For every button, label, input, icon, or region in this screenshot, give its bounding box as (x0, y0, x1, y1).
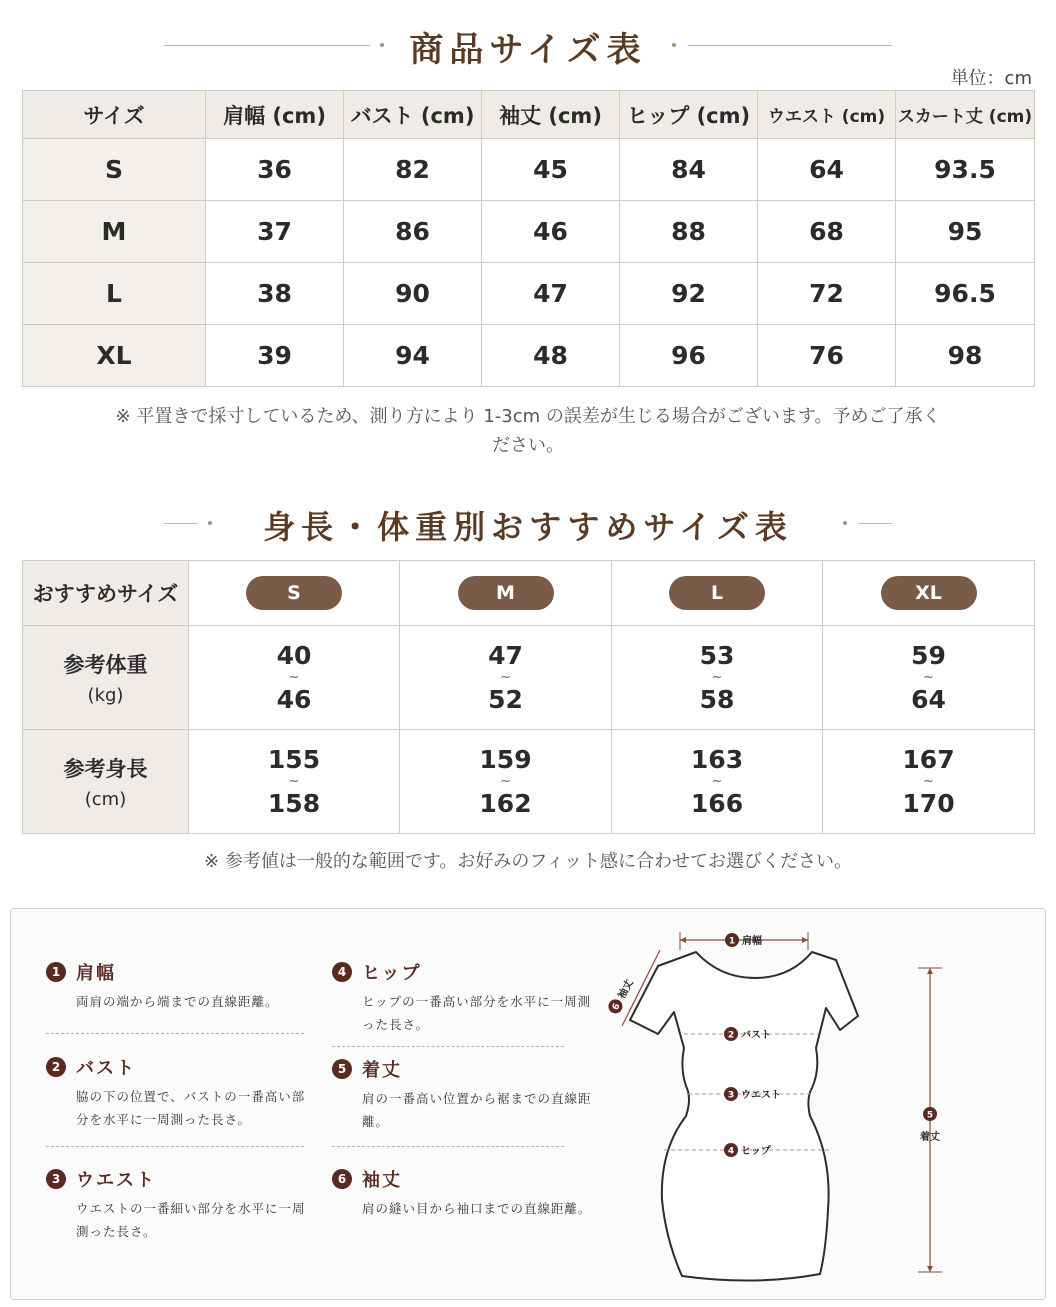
guide-item-title: バスト (76, 1058, 136, 1079)
size-pill: M (458, 576, 554, 610)
header-cell: ヒップ (cm) (620, 91, 758, 139)
guide-item-desc: 肩の縫い目から袖口までの直線距離。 (362, 1201, 592, 1216)
title-rule-right (688, 45, 892, 46)
svg-text:着丈: 着丈 (920, 1132, 940, 1143)
divider (46, 1033, 304, 1034)
diagram-label-hip (724, 1143, 772, 1157)
value-cell: 88 (620, 201, 758, 263)
height-range: 159 ~ 162 (400, 730, 612, 834)
value-cell: 86 (344, 201, 482, 263)
value-cell: 96.5 (896, 263, 1035, 325)
recommend-title: 身長・体重別おすすめサイズ表 (263, 508, 793, 546)
height-range: 163 ~ 166 (612, 730, 823, 834)
weight-range: 40 ~ 46 (189, 626, 400, 730)
value-cell: 93.5 (896, 139, 1035, 201)
svg-text:6: 6 (610, 1001, 623, 1013)
dress-diagram (600, 920, 960, 1290)
height-range: 155 ~ 158 (189, 730, 400, 834)
size-cell: L (23, 263, 206, 325)
number-badge: 1 (46, 962, 66, 982)
value-cell: 64 (758, 139, 896, 201)
height-label: 参考身長 (cm) (23, 730, 189, 834)
size-pill: S (246, 576, 342, 610)
svg-text:ヒップ: ヒップ (741, 1146, 771, 1157)
value-cell: 98 (896, 325, 1035, 387)
recommend-size-label: おすすめサイズ (23, 561, 189, 626)
height-range: 167 ~ 170 (823, 730, 1035, 834)
title-dot (672, 43, 676, 47)
value-cell: 46 (482, 201, 620, 263)
size-table (22, 90, 1035, 387)
diagram-label-waist (724, 1087, 781, 1101)
diagram-label-sleeve (606, 977, 636, 1016)
size-note (40, 402, 1016, 460)
table-row (23, 626, 1035, 730)
value-cell: 36 (206, 139, 344, 201)
svg-text:バスト: バスト (741, 1030, 771, 1041)
header-cell: サイズ (23, 91, 206, 139)
size-chart-title: 商品サイズ表 (409, 30, 647, 70)
value-cell: 94 (344, 325, 482, 387)
header-cell: 肩幅 (cm) (206, 91, 344, 139)
diagram-label-shoulder (725, 933, 762, 947)
table-row (23, 201, 1035, 263)
guide-item-desc: 肩の一番高い位置から裾までの直線距離。 (362, 1091, 592, 1129)
value-cell: 48 (482, 325, 620, 387)
number-badge: 3 (46, 1169, 66, 1189)
recommend-note: ※ 参考値は一般的な範囲です。お好みのフィット感に合わせてお選びください。 (204, 851, 852, 872)
guide-item-desc: 脇の下の位置で、バストの一番高い部分を水平に一周測った長さ。 (76, 1089, 306, 1127)
weight-label: 参考体重 (kg) (23, 626, 189, 730)
header-cell: ウエスト (cm) (758, 91, 896, 139)
title-rule-right (858, 523, 892, 524)
value-cell: 37 (206, 201, 344, 263)
guide-item-title: 袖丈 (362, 1170, 402, 1191)
guide-item-title: 着丈 (362, 1060, 402, 1081)
weight-unit: (kg) (87, 685, 124, 706)
svg-text:袖丈: 袖丈 (616, 977, 636, 1001)
table-row (23, 139, 1035, 201)
size-cell: XL (23, 325, 206, 387)
size-pill: XL (881, 576, 977, 610)
height-unit: (cm) (84, 789, 127, 810)
dress-outline-icon (630, 952, 858, 1281)
guide-item-desc: ウエストの一番細い部分を水平に一周測った長さ。 (76, 1201, 306, 1239)
value-cell: 72 (758, 263, 896, 325)
guide-item-title: 肩幅 (76, 963, 116, 984)
recommend-table (22, 560, 1035, 834)
number-badge: 6 (332, 1169, 352, 1189)
divider (332, 1146, 564, 1147)
value-cell: 96 (620, 325, 758, 387)
value-cell: 82 (344, 139, 482, 201)
guide-item-desc: ヒップの一番高い部分を水平に一周測った長さ。 (362, 994, 592, 1032)
number-badge: 5 (332, 1059, 352, 1079)
size-note-line: ※ 平置きで採寸しているため、測り方により 1-3cm の誤差が生じる場合がございます。予めご了承く (115, 406, 941, 427)
title-dot (843, 521, 847, 525)
value-cell: 68 (758, 201, 896, 263)
size-pill: L (669, 576, 765, 610)
weight-range: 47 ~ 52 (400, 626, 612, 730)
divider (46, 1146, 304, 1147)
value-cell: 76 (758, 325, 896, 387)
size-note-line: ださい。 (492, 435, 564, 456)
svg-text:3: 3 (727, 1090, 735, 1101)
value-cell: 84 (620, 139, 758, 201)
guide-item-desc: 両肩の端から端までの直線距離。 (76, 994, 279, 1009)
table-header-row (23, 91, 1035, 139)
number-badge: 2 (46, 1057, 66, 1077)
header-cell: バスト (cm) (344, 91, 482, 139)
weight-range: 59 ~ 64 (823, 626, 1035, 730)
unit-label: 単位：cm (950, 68, 1032, 89)
svg-text:2: 2 (727, 1030, 735, 1041)
divider (332, 1046, 564, 1047)
header-cell: スカート丈 (cm) (896, 91, 1035, 139)
weight-range: 53 ~ 58 (612, 626, 823, 730)
table-header-row (23, 561, 1035, 626)
guide-item-title: ヒップ (362, 963, 422, 984)
svg-text:ウエスト: ウエスト (741, 1090, 781, 1101)
diagram-label-bust (724, 1027, 771, 1041)
value-cell: 45 (482, 139, 620, 201)
value-cell: 38 (206, 263, 344, 325)
value-cell: 47 (482, 263, 620, 325)
svg-text:4: 4 (727, 1146, 735, 1157)
value-cell: 95 (896, 201, 1035, 263)
size-cell: M (23, 201, 206, 263)
guide-item-title: ウエスト (76, 1170, 156, 1191)
table-row (23, 263, 1035, 325)
table-row (23, 325, 1035, 387)
svg-text:1: 1 (728, 936, 736, 947)
table-row (23, 730, 1035, 834)
value-cell: 92 (620, 263, 758, 325)
svg-text:5: 5 (926, 1110, 934, 1121)
svg-text:肩幅: 肩幅 (742, 936, 762, 947)
number-badge: 4 (332, 962, 352, 982)
size-cell: S (23, 139, 206, 201)
value-cell: 90 (344, 263, 482, 325)
value-cell: 39 (206, 325, 344, 387)
header-cell: 袖丈 (cm) (482, 91, 620, 139)
